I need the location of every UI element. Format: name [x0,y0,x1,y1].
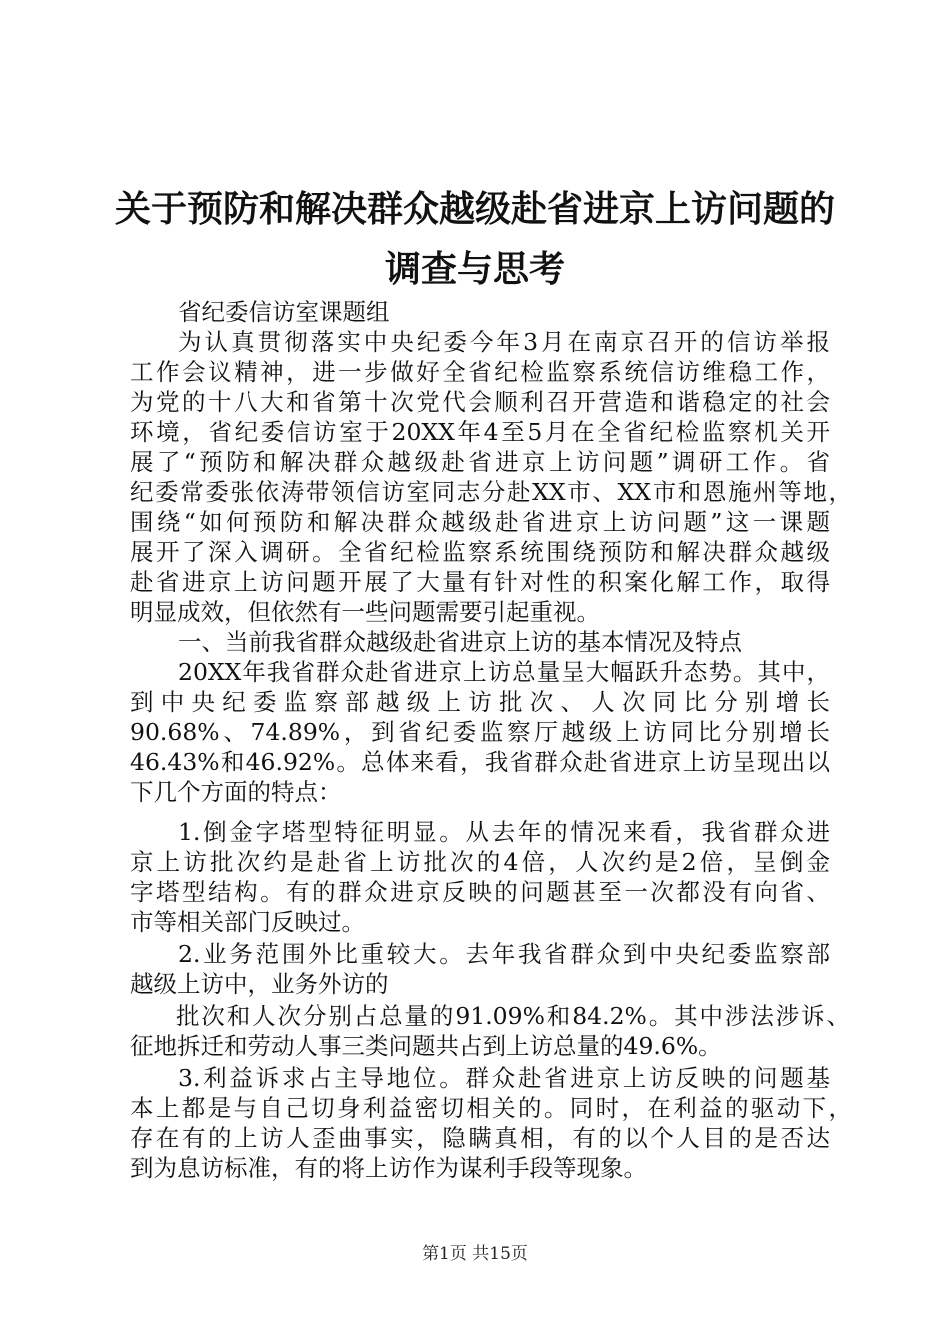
paragraph-line: 展开了深入调研。全省纪检监察系统围绕预防和解决群众越级 [130,538,830,566]
paragraph-line: 越级上访中，业务外访的 [130,970,389,998]
paragraph-line: 3.利益诉求占主导地位。群众赴省进京上访反映的问题基 [178,1064,830,1092]
paragraph-line: 存在有的上访人歪曲事实，隐瞒真相，有的以个人目的是否达 [130,1124,830,1152]
paragraph-line: 明显成效，但依然有一些问题需要引起重视。 [130,598,600,626]
paragraph-line: 2.业务范围外比重较大。去年我省群众到中央纪委监察部 [178,940,830,968]
paragraph-line: 字塔型结构。有的群众进京反映的问题甚至一次都没有向省、 [130,878,830,906]
paragraph-line: 纪委常委张依涛带领信访室同志分赴XX市、XX市和恩施州等地， [130,478,852,506]
paragraph-line: 1.倒金字塔型特征明显。从去年的情况来看，我省群众进 [178,818,830,846]
paragraph-line: 环境，省纪委信访室于20XX年4至5月在全省纪检监察机关开 [130,418,830,446]
document-title-line-2: 调查与思考 [384,249,565,290]
paragraph-line: 为党的十八大和省第十次党代会顺利召开营造和谐稳定的社会 [130,388,830,416]
paragraph-line: 为认真贯彻落实中央纪委今年3月在南京召开的信访举报 [178,328,830,356]
section-heading: 一、当前我省群众越级赴省进京上访的基本情况及特点 [178,628,742,656]
paragraph-line: 工作会议精神，进一步做好全省纪检监察系统信访维稳工作， [130,358,830,386]
paragraph-line: 90.68%、74.89%，到省纪委监察厅越级上访同比分别增长 [130,718,830,746]
paragraph-line: 围绕“如何预防和解决群众越级赴省进京上访问题”这一课题 [130,508,830,536]
author-line: 省纪委信访室课题组 [178,298,390,326]
paragraph-line: 到中央纪委监察部越级上访批次、人次同比分别增长 [130,688,830,716]
paragraph-line: 本上都是与自己切身利益密切相关的。同时，在利益的驱动下， [130,1094,852,1122]
paragraph-line: 京上访批次约是赴省上访批次的4倍，人次约是2倍，呈倒金 [130,848,830,876]
paragraph-line: 批次和人次分别占总量的91.09%和84.2%。其中涉法涉诉、 [176,1002,850,1030]
document-title-line-1: 关于预防和解决群众越级赴省进京上访问题的 [114,189,835,230]
paragraph-line: 征地拆迁和劳动人事三类问题共占到上访总量的49.6%。 [130,1032,722,1060]
paragraph-line: 展了“预防和解决群众越级赴省进京上访问题”调研工作。省 [130,448,830,476]
page-number-footer: 第1页 共15页 [422,1244,528,1264]
paragraph-line: 46.43%和46.92%。总体来看，我省群众赴省进京上访呈现出以 [130,748,830,776]
paragraph-line: 20XX年我省群众赴省进京上访总量呈大幅跃升态势。其中， [178,658,830,686]
paragraph-line: 赴省进京上访问题开展了大量有针对性的积案化解工作，取得 [130,568,830,596]
paragraph-line: 下几个方面的特点： [130,778,342,806]
paragraph-line: 市等相关部门反映过。 [130,908,365,936]
paragraph-line: 到为息访标准，有的将上访作为谋利手段等现象。 [130,1154,647,1182]
